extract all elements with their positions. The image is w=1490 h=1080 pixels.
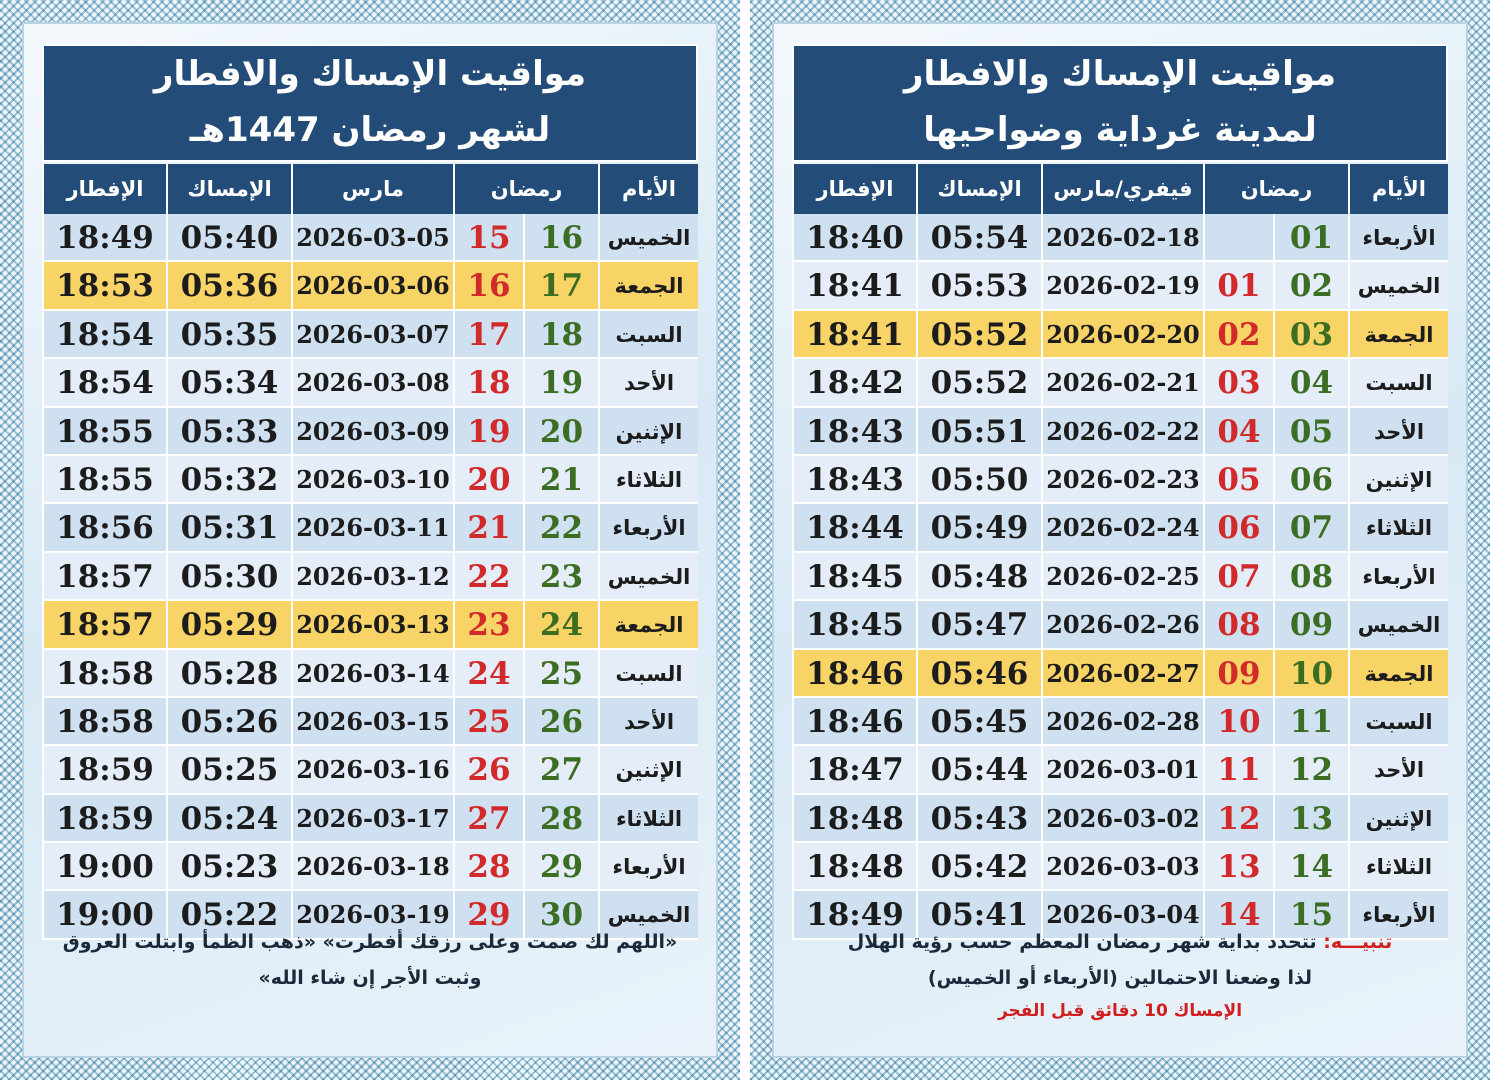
ramadan-day-cell: 22 (523, 504, 598, 552)
dua-line-2: وثبت الأجر إن شاء الله» (258, 967, 482, 989)
iftar-time-cell: 18:49 (792, 891, 916, 939)
title-line-1: مواقيت الإمساك والافطار (153, 54, 587, 94)
date-cell: 2026-03-06 (291, 262, 453, 310)
iftar-time-cell: 18:55 (42, 456, 166, 504)
day-cell: الأحد (1348, 408, 1448, 456)
day-cell: الأربعاء (598, 504, 698, 552)
notice-line-1 (792, 924, 1448, 960)
timetable-panel-february (750, 0, 1490, 1080)
ramadan-day-cell: 24 (523, 601, 598, 649)
date-cell: 2026-02-18 (1041, 214, 1203, 262)
iftar-time-cell: 18:44 (792, 504, 916, 552)
iftar-time-cell: 18:43 (792, 456, 916, 504)
panel-inner (22, 22, 718, 1058)
date-cell: 2026-02-25 (1041, 553, 1203, 601)
header-ramadan: رمضان (1203, 164, 1348, 214)
ramadan-day-cell: 21 (523, 456, 598, 504)
day-cell: الثلاثاء (598, 456, 698, 504)
iftar-time-cell: 18:53 (42, 262, 166, 310)
imsak-time-cell: 05:42 (916, 843, 1041, 891)
imsak-time-cell: 05:50 (916, 456, 1041, 504)
iftar-time-cell: 18:55 (42, 408, 166, 456)
ramadan-day-cell: 29 (523, 843, 598, 891)
iftar-time-cell: 18:59 (42, 746, 166, 794)
iftar-time-cell: 18:46 (792, 698, 916, 746)
iftar-time-cell: 18:40 (792, 214, 916, 262)
date-cell: 2026-03-10 (291, 456, 453, 504)
iftar-time-cell: 18:45 (792, 553, 916, 601)
header-iftar: الإفطار (792, 164, 916, 214)
iftar-time-cell: 18:47 (792, 746, 916, 794)
ramadan-day-cell: 27 (523, 746, 598, 794)
date-cell: 2026-03-16 (291, 746, 453, 794)
day-cell: الجمعة (598, 262, 698, 310)
imsak-time-cell: 05:40 (166, 214, 291, 262)
ramadan-day-cell: 09 (1273, 601, 1348, 649)
timetable-panel-march (0, 0, 740, 1080)
date-cell: 2026-02-21 (1041, 359, 1203, 407)
ramadan-day-alt-cell: 23 (453, 601, 523, 649)
day-cell: الإثنين (1348, 795, 1448, 843)
ramadan-day-cell: 28 (523, 795, 598, 843)
ramadan-day-cell: 17 (523, 262, 598, 310)
timetable-grid (792, 164, 1448, 940)
day-cell: الثلاثاء (1348, 843, 1448, 891)
ramadan-day-alt-cell: 09 (1203, 650, 1273, 698)
imsak-time-cell: 05:22 (166, 891, 291, 939)
date-cell: 2026-02-20 (1041, 311, 1203, 359)
header-ramadan: رمضان (453, 164, 598, 214)
iftar-time-cell: 18:54 (42, 359, 166, 407)
title-line-2: لمدينة غرداية وضواحيها (923, 110, 1317, 150)
imsak-time-cell: 05:51 (916, 408, 1041, 456)
day-cell: الإثنين (598, 746, 698, 794)
day-cell: الأربعاء (1348, 891, 1448, 939)
date-cell: 2026-02-28 (1041, 698, 1203, 746)
ramadan-day-cell: 14 (1273, 843, 1348, 891)
imsak-time-cell: 05:36 (166, 262, 291, 310)
ramadan-day-cell: 10 (1273, 650, 1348, 698)
iftar-time-cell: 18:48 (792, 843, 916, 891)
ramadan-day-alt-cell: 25 (453, 698, 523, 746)
ramadan-day-alt-cell: 11 (1203, 746, 1273, 794)
header-iftar: الإفطار (42, 164, 166, 214)
ramadan-day-alt-cell: 20 (453, 456, 523, 504)
day-cell: الجمعة (1348, 650, 1448, 698)
date-cell: 2026-03-05 (291, 214, 453, 262)
ramadan-day-alt-cell: 27 (453, 795, 523, 843)
imsak-time-cell: 05:31 (166, 504, 291, 552)
iftar-time-cell: 18:48 (792, 795, 916, 843)
ramadan-day-cell: 11 (1273, 698, 1348, 746)
ramadan-day-alt-cell: 24 (453, 650, 523, 698)
ramadan-day-alt-cell: 13 (1203, 843, 1273, 891)
iftar-time-cell: 18:45 (792, 601, 916, 649)
header-day: الأيام (1348, 164, 1448, 214)
day-cell: الأحد (1348, 746, 1448, 794)
ramadan-day-cell: 19 (523, 359, 598, 407)
ramadan-day-alt-cell: 26 (453, 746, 523, 794)
iftar-time-cell: 18:46 (792, 650, 916, 698)
ramadan-day-alt-cell: 07 (1203, 553, 1273, 601)
imsak-time-cell: 05:52 (916, 359, 1041, 407)
imsak-time-cell: 05:47 (916, 601, 1041, 649)
date-cell: 2026-03-02 (1041, 795, 1203, 843)
day-cell: الأحد (598, 359, 698, 407)
date-cell: 2026-03-19 (291, 891, 453, 939)
panel-inner (772, 22, 1468, 1058)
header-date: فيفري/مارس (1041, 164, 1203, 214)
ramadan-day-cell: 08 (1273, 553, 1348, 601)
iftar-time-cell: 18:59 (42, 795, 166, 843)
date-cell: 2026-03-12 (291, 553, 453, 601)
ramadan-day-alt-cell: 04 (1203, 408, 1273, 456)
imsak-time-cell: 05:26 (166, 698, 291, 746)
ramadan-day-alt-cell: 16 (453, 262, 523, 310)
ramadan-day-cell: 06 (1273, 456, 1348, 504)
date-cell: 2026-02-23 (1041, 456, 1203, 504)
date-cell: 2026-03-18 (291, 843, 453, 891)
ramadan-day-cell: 20 (523, 408, 598, 456)
ramadan-day-cell: 16 (523, 214, 598, 262)
notice-label: تنبيـــه: (1323, 931, 1393, 953)
ramadan-day-alt-cell (1203, 214, 1273, 262)
ramadan-day-alt-cell: 19 (453, 408, 523, 456)
day-cell: الخميس (598, 214, 698, 262)
dua-footer (42, 924, 698, 996)
ramadan-day-alt-cell: 18 (453, 359, 523, 407)
notice-line-3: الإمساك 10 دقائق قبل الفجر (997, 1001, 1243, 1021)
imsak-time-cell: 05:25 (166, 746, 291, 794)
imsak-time-cell: 05:54 (916, 214, 1041, 262)
date-cell: 2026-02-26 (1041, 601, 1203, 649)
ramadan-day-alt-cell: 10 (1203, 698, 1273, 746)
imsak-time-cell: 05:33 (166, 408, 291, 456)
imsak-time-cell: 05:44 (916, 746, 1041, 794)
header-date: مارس (291, 164, 453, 214)
date-cell: 2026-02-27 (1041, 650, 1203, 698)
ramadan-day-alt-cell: 17 (453, 311, 523, 359)
header-imsak: الإمساك (166, 164, 291, 214)
day-cell: الأربعاء (598, 843, 698, 891)
date-cell: 2026-03-07 (291, 311, 453, 359)
day-cell: الثلاثاء (598, 795, 698, 843)
ramadan-day-cell: 07 (1273, 504, 1348, 552)
ramadan-day-alt-cell: 29 (453, 891, 523, 939)
day-cell: الثلاثاء (1348, 504, 1448, 552)
imsak-time-cell: 05:46 (916, 650, 1041, 698)
ramadan-day-cell: 23 (523, 553, 598, 601)
ramadan-day-alt-cell: 14 (1203, 891, 1273, 939)
day-cell: الإثنين (598, 408, 698, 456)
date-cell: 2026-03-01 (1041, 746, 1203, 794)
date-cell: 2026-03-11 (291, 504, 453, 552)
date-cell: 2026-02-22 (1041, 408, 1203, 456)
imsak-time-cell: 05:45 (916, 698, 1041, 746)
notice-text: تتحدد بداية شهر رمضان المعظم حسب رؤية الهلال (847, 931, 1317, 953)
imsak-time-cell: 05:24 (166, 795, 291, 843)
iftar-time-cell: 18:58 (42, 650, 166, 698)
ramadan-day-alt-cell: 01 (1203, 262, 1273, 310)
day-cell: السبت (1348, 359, 1448, 407)
day-cell: السبت (598, 650, 698, 698)
ramadan-day-alt-cell: 21 (453, 504, 523, 552)
ramadan-day-alt-cell: 06 (1203, 504, 1273, 552)
date-cell: 2026-02-19 (1041, 262, 1203, 310)
day-cell: الجمعة (598, 601, 698, 649)
imsak-time-cell: 05:43 (916, 795, 1041, 843)
imsak-time-cell: 05:49 (916, 504, 1041, 552)
day-cell: الأربعاء (1348, 214, 1448, 262)
imsak-time-cell: 05:28 (166, 650, 291, 698)
imsak-time-cell: 05:30 (166, 553, 291, 601)
imsak-time-cell: 05:53 (916, 262, 1041, 310)
iftar-time-cell: 18:56 (42, 504, 166, 552)
iftar-time-cell: 18:41 (792, 262, 916, 310)
iftar-time-cell: 18:58 (42, 698, 166, 746)
day-cell: الخميس (1348, 601, 1448, 649)
ramadan-day-cell: 18 (523, 311, 598, 359)
day-cell: السبت (1348, 698, 1448, 746)
ramadan-day-alt-cell: 12 (1203, 795, 1273, 843)
imsak-time-cell: 05:41 (916, 891, 1041, 939)
imsak-time-cell: 05:23 (166, 843, 291, 891)
panel-title (42, 44, 698, 162)
iftar-time-cell: 18:43 (792, 408, 916, 456)
iftar-time-cell: 19:00 (42, 891, 166, 939)
imsak-time-cell: 05:29 (166, 601, 291, 649)
iftar-time-cell: 18:41 (792, 311, 916, 359)
date-cell: 2026-03-14 (291, 650, 453, 698)
date-cell: 2026-03-09 (291, 408, 453, 456)
iftar-time-cell: 18:57 (42, 553, 166, 601)
notice-footer (792, 924, 1448, 1026)
date-cell: 2026-03-15 (291, 698, 453, 746)
imsak-time-cell: 05:32 (166, 456, 291, 504)
ramadan-day-cell: 02 (1273, 262, 1348, 310)
ramadan-day-cell: 03 (1273, 311, 1348, 359)
imsak-time-cell: 05:48 (916, 553, 1041, 601)
dua-line-1: «اللهم لك صمت وعلى رزقك أفطرت» «ذهب الظمأ وابتلت العروق (62, 931, 678, 953)
ramadan-day-cell: 25 (523, 650, 598, 698)
iftar-time-cell: 18:54 (42, 311, 166, 359)
ramadan-day-cell: 04 (1273, 359, 1348, 407)
ramadan-day-cell: 12 (1273, 746, 1348, 794)
day-cell: الأربعاء (1348, 553, 1448, 601)
day-cell: السبت (598, 311, 698, 359)
ramadan-day-alt-cell: 08 (1203, 601, 1273, 649)
header-day: الأيام (598, 164, 698, 214)
ramadan-day-cell: 15 (1273, 891, 1348, 939)
header-imsak: الإمساك (916, 164, 1041, 214)
imsak-time-cell: 05:52 (916, 311, 1041, 359)
ramadan-day-alt-cell: 05 (1203, 456, 1273, 504)
ramadan-day-cell: 30 (523, 891, 598, 939)
day-cell: الجمعة (1348, 311, 1448, 359)
ramadan-day-cell: 13 (1273, 795, 1348, 843)
ramadan-day-alt-cell: 22 (453, 553, 523, 601)
day-cell: الخميس (598, 553, 698, 601)
date-cell: 2026-03-13 (291, 601, 453, 649)
imsak-time-cell: 05:35 (166, 311, 291, 359)
ramadan-day-cell: 05 (1273, 408, 1348, 456)
title-line-2: لشهر رمضان 1447هـ (189, 110, 551, 150)
iftar-time-cell: 18:42 (792, 359, 916, 407)
date-cell: 2026-03-03 (1041, 843, 1203, 891)
iftar-time-cell: 19:00 (42, 843, 166, 891)
ramadan-day-alt-cell: 03 (1203, 359, 1273, 407)
date-cell: 2026-02-24 (1041, 504, 1203, 552)
notice-line-2: لذا وضعنا الاحتمالين (الأربعاء أو الخميس) (927, 967, 1313, 989)
ramadan-day-alt-cell: 28 (453, 843, 523, 891)
day-cell: الخميس (598, 891, 698, 939)
ramadan-day-cell: 01 (1273, 214, 1348, 262)
ramadan-day-cell: 26 (523, 698, 598, 746)
day-cell: الإثنين (1348, 456, 1448, 504)
imsak-time-cell: 05:34 (166, 359, 291, 407)
day-cell: الأحد (598, 698, 698, 746)
iftar-time-cell: 18:57 (42, 601, 166, 649)
timetable-grid (42, 164, 698, 940)
ramadan-day-alt-cell: 02 (1203, 311, 1273, 359)
panel-title (792, 44, 1448, 162)
iftar-time-cell: 18:49 (42, 214, 166, 262)
ramadan-day-alt-cell: 15 (453, 214, 523, 262)
date-cell: 2026-03-08 (291, 359, 453, 407)
date-cell: 2026-03-04 (1041, 891, 1203, 939)
day-cell: الخميس (1348, 262, 1448, 310)
title-line-1: مواقيت الإمساك والافطار (903, 54, 1337, 94)
date-cell: 2026-03-17 (291, 795, 453, 843)
